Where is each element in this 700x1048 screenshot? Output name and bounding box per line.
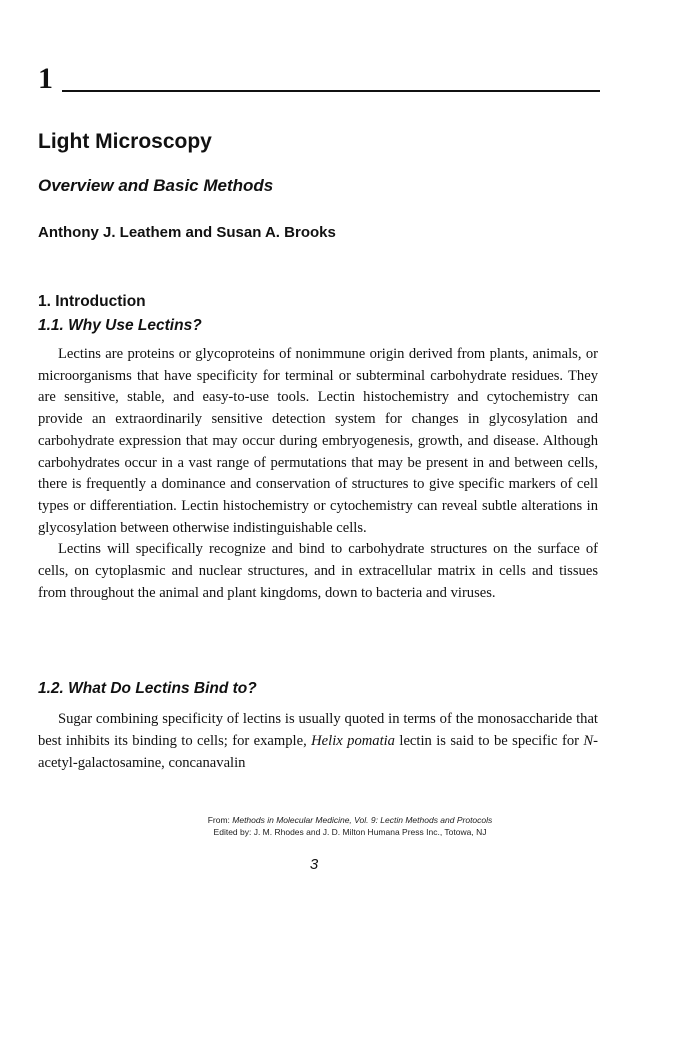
section-heading-introduction: 1. Introduction [38, 293, 146, 310]
subsection-heading-what-do-lectins-bind-to: 1.2. What Do Lectins Bind to? [38, 680, 257, 697]
chapter-rule [62, 90, 600, 92]
text-run: Sugar combining specificity of lectins is usually quoted in terms of the monosaccharide that best inhibits its binding to cells; for example, [38, 711, 598, 749]
footer-edited-line: Edited by: J. M. Rhodes and J. D. Milton Humana Press Inc., Totowa, NJ [213, 827, 487, 837]
source-footnote [0, 814, 700, 838]
text-run: -acetyl-galactosamine, concanavalin [38, 733, 598, 771]
chapter-number: 1 [38, 62, 53, 95]
paragraph [38, 708, 598, 774]
subsection-heading-why-use-lectins: 1.1. Why Use Lectins? [38, 317, 202, 334]
authors: Anthony J. Leathem and Susan A. Brooks [38, 224, 336, 241]
paragraph: Lectins are proteins or glycoproteins of nonimmune origin derived from plants, animals, or microorganisms that have specificity for terminal or subterminal carbohydrate residues. They are sensitive, stable, and easy-to-use tools. Lectin histochemistry and cytochemistry can provide an extraordinarily sensitive detection system for changes in glycosylation and carbohydrate expression that may occur during embryogenesis, growth, and disease. Although carbohydrates occur in a vast range of permutations that may be present in and between cells, there is frequently a dominance and conservation of structures to give specific markers of cell types or differentiation. Lectin histochemistry or cytochemistry can reveal subtle alterations in glycosylation between otherwise indistinguishable cells. [38, 346, 598, 536]
chapter-header [38, 62, 600, 96]
page-number: 3 [309, 856, 319, 873]
species-name: Helix pomatia [311, 733, 395, 749]
chapter-subtitle: Overview and Basic Methods [38, 176, 274, 195]
italic-prefix: N [583, 733, 594, 749]
paragraph: Lectins will specifically recognize and bind to carbohydrate structures on the surface of cells, on cytoplasmic and nuclear structures, and in extracellular matrix in cells and tissues from throughout the animal and plant kingdoms, down to bacteria and viruses. [38, 541, 598, 601]
footer-from: From: [207, 815, 233, 825]
footer-source-line [0, 814, 700, 826]
section-1-2-body [38, 708, 598, 774]
chapter-title: Light Microscopy [38, 130, 212, 153]
footer-series: Methods in Molecular Medicine, Vol. 9: Lectin Methods and Protocols [232, 815, 493, 825]
section-1-1-body [38, 344, 598, 604]
text-run: lectin is said to be specific for [394, 733, 584, 749]
